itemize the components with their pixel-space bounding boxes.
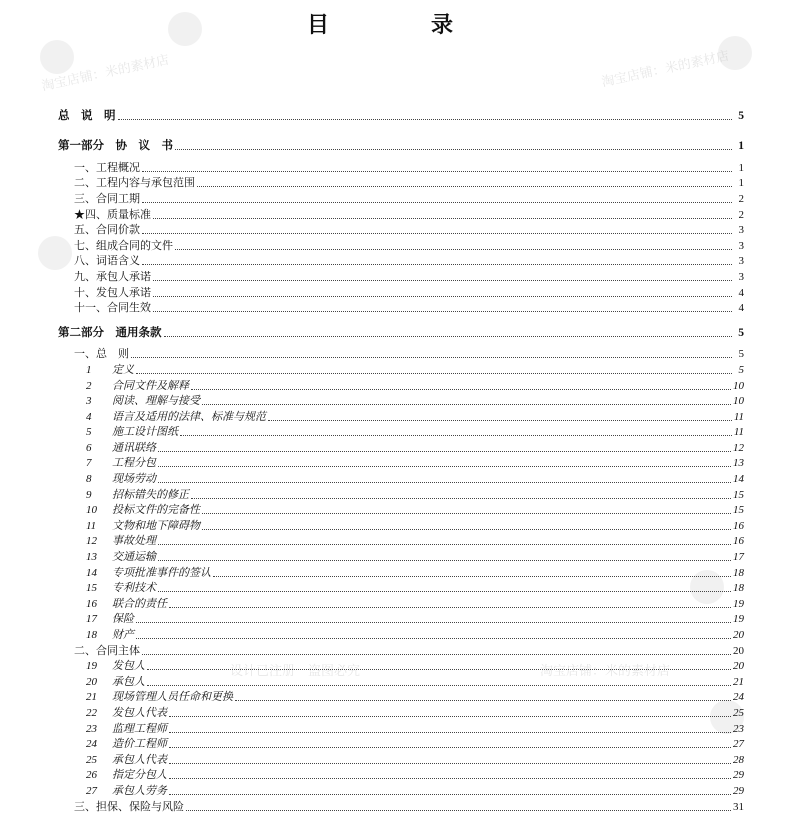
toc-entry-label xyxy=(58,723,167,736)
toc-entry-text: 十一、合同生效 xyxy=(74,302,151,315)
toc-entry-label xyxy=(58,302,151,315)
dot-leader xyxy=(202,512,731,514)
dot-leader xyxy=(235,699,731,701)
toc-entry-text: 阅读、理解与接受 xyxy=(112,395,200,408)
toc-entry-page: 4 xyxy=(738,286,744,299)
dot-leader xyxy=(142,232,732,234)
toc-entry-label xyxy=(58,691,233,704)
toc-entry-page: 14 xyxy=(733,473,744,486)
toc-entry-page: 2 xyxy=(738,192,744,205)
dot-leader xyxy=(197,185,732,187)
toc-entry-clause[interactable] xyxy=(58,767,744,783)
toc-entry-clause[interactable] xyxy=(58,393,744,409)
toc-entry-page: 11 xyxy=(733,410,744,423)
toc-entry-page: 21 xyxy=(733,675,744,688)
toc-entry-text: 第一部分 协 议 书 xyxy=(58,140,173,153)
toc-entry-page: 18 xyxy=(733,582,744,595)
toc-entry-label xyxy=(58,110,116,123)
toc-entry-text: 承包人劳务 xyxy=(112,784,167,797)
toc-entry-label xyxy=(58,140,173,153)
dot-leader xyxy=(153,279,732,281)
toc-entry-page: 27 xyxy=(733,738,744,751)
dot-leader xyxy=(164,335,733,337)
toc-entry-page: 3 xyxy=(738,270,744,283)
toc-entry-page: 10 xyxy=(733,395,744,408)
toc-entry-text: 定义 xyxy=(112,363,134,376)
toc-entry-text: 现场劳动 xyxy=(112,473,156,486)
toc-entry-text: 十、发包人承诺 xyxy=(74,286,151,299)
toc-entry-page: 12 xyxy=(733,441,744,454)
toc-entry-label xyxy=(58,629,134,642)
toc-entry-number: 20 xyxy=(86,675,97,688)
toc-entry-text: 指定分包人 xyxy=(112,769,167,782)
toc-entry-clause[interactable] xyxy=(58,720,744,736)
toc-entry-page: 20 xyxy=(733,660,744,673)
toc-entry-page: 1 xyxy=(738,161,744,174)
toc-entry-clause[interactable] xyxy=(58,704,744,720)
toc-entry-clause[interactable] xyxy=(58,486,744,502)
toc-entry-text: 投标文件的完备性 xyxy=(112,504,200,517)
toc-entry-label xyxy=(58,504,200,517)
table-of-contents xyxy=(58,107,744,814)
toc-entry-page: 5 xyxy=(738,109,744,122)
toc-entry-text: 监理工程师 xyxy=(112,722,167,735)
toc-entry-label xyxy=(58,177,195,190)
toc-entry-number: 22 xyxy=(86,706,97,719)
dot-leader xyxy=(169,777,731,779)
toc-entry-number: 17 xyxy=(86,613,97,626)
toc-entry-text: 保险 xyxy=(112,613,134,626)
toc-entry-text: 财产 xyxy=(112,629,134,641)
toc-entry-text: 总 说 明 xyxy=(58,109,116,122)
toc-entry-page: 31 xyxy=(733,800,744,813)
toc-entry-label xyxy=(58,380,189,393)
dot-leader xyxy=(147,684,731,686)
toc-entry-label xyxy=(58,613,134,626)
toc-entry-clause[interactable] xyxy=(58,424,744,440)
dot-leader xyxy=(158,481,731,483)
toc-entry-label xyxy=(58,395,200,408)
toc-entry-label xyxy=(58,567,211,580)
toc-entry-page: 3 xyxy=(738,239,744,252)
toc-entry-text: 七、组成合同的文件 xyxy=(74,239,173,252)
toc-entry-clause[interactable] xyxy=(58,658,744,674)
toc-entry-number: 15 xyxy=(86,582,97,595)
dot-leader xyxy=(136,372,732,374)
toc-entry-page: 5 xyxy=(738,363,744,376)
toc-entry-chapter[interactable] xyxy=(58,346,744,362)
toc-entry-label xyxy=(58,582,156,595)
toc-entry-label xyxy=(58,660,145,673)
toc-entry-label xyxy=(58,287,151,300)
toc-entry-number: 14 xyxy=(86,566,97,579)
toc-entry-clause[interactable] xyxy=(58,439,744,455)
toc-entry-clause[interactable] xyxy=(58,580,744,596)
toc-entry-text: 事故处理 xyxy=(112,535,156,548)
toc-entry-label xyxy=(58,348,129,361)
dot-leader xyxy=(142,201,732,203)
toc-entry-page: 11 xyxy=(733,426,744,439)
toc-entry-section[interactable] xyxy=(58,138,744,154)
dot-leader xyxy=(169,606,731,608)
dot-leader xyxy=(153,310,732,312)
toc-entry-text: 招标错失的修正 xyxy=(112,488,189,501)
toc-entry-chapter[interactable] xyxy=(58,300,744,316)
toc-entry-chapter[interactable] xyxy=(58,206,744,222)
toc-entry-text: 一、总 则 xyxy=(74,348,129,361)
toc-entry-page: 20 xyxy=(733,629,744,641)
toc-entry-page: 29 xyxy=(733,784,744,797)
toc-entry-clause[interactable] xyxy=(58,673,744,689)
toc-entry-clause[interactable] xyxy=(58,533,744,549)
toc-entry-section[interactable] xyxy=(58,107,744,123)
toc-entry-number: 3 xyxy=(86,395,92,408)
toc-entry-page: 16 xyxy=(733,535,744,548)
toc-entry-label xyxy=(58,598,167,611)
dot-leader xyxy=(142,170,732,172)
dot-leader xyxy=(202,528,731,530)
toc-entry-page: 25 xyxy=(733,706,744,719)
toc-entry-page: 1 xyxy=(738,177,744,190)
toc-entry-label xyxy=(58,489,189,502)
dot-leader xyxy=(169,762,731,764)
toc-entry-clause[interactable] xyxy=(58,502,744,518)
toc-entry-text: 联合的责任 xyxy=(112,597,167,610)
toc-entry-chapter[interactable] xyxy=(58,222,744,238)
toc-entry-page: 5 xyxy=(738,348,744,361)
dot-leader xyxy=(180,434,732,436)
toc-entry-label xyxy=(58,209,151,222)
toc-entry-chapter[interactable] xyxy=(58,175,744,191)
toc-entry-chapter[interactable] xyxy=(58,284,744,300)
dot-leader xyxy=(158,543,731,545)
toc-entry-number: 13 xyxy=(86,551,97,564)
toc-entry-label xyxy=(58,551,156,564)
toc-entry-number: 11 xyxy=(86,519,97,532)
toc-entry-clause[interactable] xyxy=(58,689,744,705)
toc-entry-label xyxy=(58,801,184,814)
toc-entry-clause[interactable] xyxy=(58,736,744,752)
toc-entry-number: 2 xyxy=(86,379,92,392)
toc-entry-number: 6 xyxy=(86,441,92,454)
toc-entry-label xyxy=(58,327,162,340)
toc-entry-clause[interactable] xyxy=(58,361,744,377)
dot-leader xyxy=(268,419,732,421)
toc-entry-label xyxy=(58,442,156,455)
toc-entry-section[interactable] xyxy=(58,324,744,340)
toc-entry-text: 五、合同价款 xyxy=(74,224,140,237)
toc-entry-number: 18 xyxy=(86,629,97,641)
toc-entry-text: 现场管理人员任命和更换 xyxy=(112,691,233,704)
dot-leader xyxy=(147,668,731,670)
toc-entry-page: 3 xyxy=(738,255,744,268)
toc-entry-clause[interactable] xyxy=(58,595,744,611)
toc-entry-page: 29 xyxy=(733,769,744,782)
toc-entry-chapter[interactable] xyxy=(58,642,744,658)
toc-entry-text: 造价工程师 xyxy=(112,738,167,751)
toc-entry-text: 文物和地下障碍物 xyxy=(112,519,200,532)
dot-leader xyxy=(175,248,732,250)
toc-entry-number: 7 xyxy=(86,457,92,470)
toc-entry-page: 19 xyxy=(733,597,744,610)
toc-entry-text: 专利技术 xyxy=(112,582,156,595)
toc-entry-number: 5 xyxy=(86,426,92,439)
toc-entry-text: 承包人代表 xyxy=(112,753,167,766)
toc-entry-number: 24 xyxy=(86,738,97,751)
toc-entry-chapter[interactable] xyxy=(58,253,744,269)
toc-entry-page: 15 xyxy=(733,488,744,501)
toc-entry-chapter[interactable] xyxy=(58,190,744,206)
toc-entry-number: 26 xyxy=(86,769,97,782)
toc-entry-number: 10 xyxy=(86,504,97,517)
toc-entry-page: 15 xyxy=(733,504,744,517)
dot-leader xyxy=(169,715,731,717)
toc-entry-label xyxy=(58,645,140,658)
watermark-text-1: 淘宝店铺：米的素材店 xyxy=(40,52,171,95)
toc-entry-number: 19 xyxy=(86,660,97,673)
toc-entry-page: 17 xyxy=(733,551,744,564)
toc-entry-label xyxy=(58,411,266,424)
dot-leader xyxy=(158,450,731,452)
dot-leader xyxy=(158,465,731,467)
toc-entry-clause[interactable] xyxy=(58,751,744,767)
toc-entry-text: 语言及适用的法律、标准与规范 xyxy=(112,410,266,423)
dot-leader xyxy=(158,590,731,592)
toc-entry-label xyxy=(58,364,134,377)
toc-entry-clause[interactable] xyxy=(58,408,744,424)
toc-entry-chapter[interactable] xyxy=(58,798,744,814)
dot-leader xyxy=(202,403,731,405)
dot-leader xyxy=(136,621,731,623)
page-title: 目 录 xyxy=(306,13,493,38)
toc-entry-clause[interactable] xyxy=(58,377,744,393)
toc-entry-text: 交通运输 xyxy=(112,551,156,564)
toc-entry-page: 23 xyxy=(733,722,744,735)
dot-leader xyxy=(191,388,731,390)
toc-entry-clause[interactable] xyxy=(58,455,744,471)
toc-entry-number: 23 xyxy=(86,722,97,735)
toc-entry-label xyxy=(58,457,156,470)
toc-entry-number: 12 xyxy=(86,535,97,548)
toc-entry-clause[interactable] xyxy=(58,517,744,533)
toc-entry-page: 10 xyxy=(733,379,744,392)
toc-entry-clause[interactable] xyxy=(58,626,744,642)
toc-entry-text: 施工设计图纸 xyxy=(112,426,178,439)
toc-entry-page: 16 xyxy=(733,519,744,532)
toc-entry-number: 25 xyxy=(86,753,97,766)
dot-leader xyxy=(191,497,731,499)
toc-entry-label xyxy=(58,240,173,253)
dot-leader xyxy=(213,575,731,577)
toc-entry-text: 工程分包 xyxy=(112,457,156,470)
toc-entry-text: 第二部分 通用条款 xyxy=(58,326,162,339)
toc-entry-text: 二、合同主体 xyxy=(74,644,140,657)
toc-entry-label xyxy=(58,754,167,767)
toc-entry-number: 16 xyxy=(86,597,97,610)
toc-entry-page: 28 xyxy=(733,753,744,766)
toc-entry-text: 三、担保、保险与风险 xyxy=(74,800,184,813)
toc-entry-label xyxy=(58,473,156,486)
toc-entry-page: 13 xyxy=(733,457,744,470)
toc-entry-number: 8 xyxy=(86,473,92,486)
toc-entry-number: 1 xyxy=(86,363,92,376)
watermark-text-3: 设计已注册 盗图必究 xyxy=(230,664,361,679)
toc-entry-text: 发包人 xyxy=(112,660,145,673)
dot-leader xyxy=(142,653,731,655)
toc-entry-chapter[interactable] xyxy=(58,237,744,253)
toc-entry-page: 5 xyxy=(738,326,744,339)
toc-entry-page: 4 xyxy=(738,302,744,315)
dot-leader xyxy=(158,559,731,561)
dot-leader xyxy=(175,148,732,150)
toc-entry-text: 九、承包人承诺 xyxy=(74,270,151,283)
dot-leader xyxy=(118,118,733,120)
section-gap xyxy=(58,315,744,324)
dot-leader xyxy=(186,809,731,811)
toc-entry-page: 3 xyxy=(738,224,744,237)
dot-leader xyxy=(169,746,731,748)
toc-entry-text: 通讯联络 xyxy=(112,441,156,454)
toc-entry-label xyxy=(58,738,167,751)
watermark-text-4: 淘宝店铺：米的素材店 xyxy=(540,664,671,679)
section-gap xyxy=(58,129,744,138)
toc-entry-chapter[interactable] xyxy=(58,268,744,284)
toc-entry-number: 21 xyxy=(86,691,97,704)
toc-entry-number: 27 xyxy=(86,784,97,797)
dot-leader xyxy=(153,295,732,297)
toc-entry-text: ★四、质量标准 xyxy=(74,208,151,221)
toc-entry-number: 9 xyxy=(86,488,92,501)
toc-entry-label xyxy=(58,676,145,689)
toc-entry-label xyxy=(58,271,151,284)
toc-entry-text: 合同文件及解释 xyxy=(112,379,189,392)
toc-entry-clause[interactable] xyxy=(58,611,744,627)
toc-entry-page: 1 xyxy=(738,140,744,153)
toc-entry-clause[interactable] xyxy=(58,548,744,564)
toc-entry-page: 2 xyxy=(738,208,744,221)
dot-leader xyxy=(169,793,731,795)
toc-entry-label xyxy=(58,769,167,782)
dot-leader xyxy=(136,637,731,639)
toc-entry-label xyxy=(58,520,200,533)
toc-entry-text: 三、合同工期 xyxy=(74,192,140,205)
toc-entry-text: 二、工程内容与承包范围 xyxy=(74,177,195,190)
toc-entry-clause[interactable] xyxy=(58,782,744,798)
toc-entry-text: 八、词语含义 xyxy=(74,255,140,268)
toc-entry-clause[interactable] xyxy=(58,564,744,580)
dot-leader xyxy=(169,731,731,733)
dot-leader xyxy=(153,217,732,219)
toc-entry-label xyxy=(58,785,167,798)
toc-entry-label xyxy=(58,162,140,175)
toc-entry-clause[interactable] xyxy=(58,470,744,486)
toc-entry-page: 18 xyxy=(733,566,744,579)
toc-entry-label xyxy=(58,707,167,720)
toc-entry-text: 发包人代表 xyxy=(112,706,167,719)
toc-entry-number: 4 xyxy=(86,410,92,423)
toc-entry-label xyxy=(58,193,140,206)
toc-entry-label xyxy=(58,535,156,548)
dot-leader xyxy=(142,263,732,265)
watermark-text-2: 淘宝店铺：米的素材店 xyxy=(600,48,731,91)
toc-entry-page: 19 xyxy=(733,613,744,626)
toc-entry-text: 一、工程概况 xyxy=(74,161,140,174)
toc-entry-page: 24 xyxy=(733,691,744,704)
toc-entry-chapter[interactable] xyxy=(58,159,744,175)
toc-entry-text: 专项批准事件的签认 xyxy=(112,566,211,579)
toc-entry-label xyxy=(58,224,140,237)
dot-leader xyxy=(131,356,732,358)
toc-entry-label xyxy=(58,255,140,268)
toc-entry-label xyxy=(58,426,178,439)
toc-entry-page: 20 xyxy=(733,644,744,657)
toc-entry-text: 承包人 xyxy=(112,675,145,688)
